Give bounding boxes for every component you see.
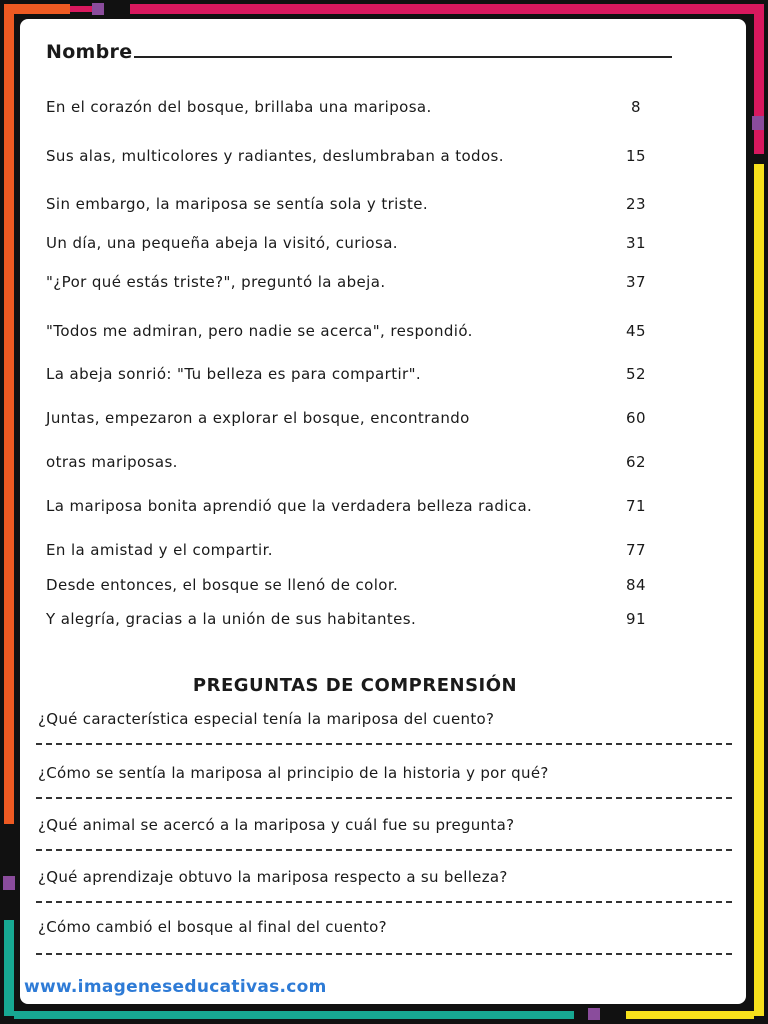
reading-line-text: Sin embargo, la mariposa se sentía sola y triste. xyxy=(46,195,429,213)
border-square-bottom-purple xyxy=(588,1008,600,1020)
name-label: Nombre xyxy=(46,41,133,63)
reading-line-text: Juntas, empezaron a explorar el bosque, encontrando xyxy=(46,409,470,427)
reading-line xyxy=(46,365,656,389)
border-strip-bottom-teal xyxy=(14,1011,574,1019)
reading-line xyxy=(46,234,656,258)
reading-line-text: "Todos me admiran, pero nadie se acerca", respondió. xyxy=(46,322,473,340)
reading-line-text: En el corazón del bosque, brillaba una mariposa. xyxy=(46,98,432,116)
questions-heading: PREGUNTAS DE COMPRENSIÓN xyxy=(192,675,518,696)
word-count: 23 xyxy=(626,195,646,213)
border-strip-bottom-yellow xyxy=(626,1011,754,1019)
reading-line xyxy=(46,541,656,565)
reading-line-text: Sus alas, multicolores y radiantes, deslumbraban a todos. xyxy=(46,147,504,165)
reading-line-text: "¿Por qué estás triste?", preguntó la abeja. xyxy=(46,273,386,291)
reading-line-text: Y alegría, gracias a la unión de sus habitantes. xyxy=(46,610,417,628)
reading-line-text: En la amistad y el compartir. xyxy=(46,541,273,559)
word-count: 77 xyxy=(626,541,646,559)
reading-line xyxy=(46,322,656,346)
answer-line[interactable] xyxy=(36,743,732,745)
border-strip-right-pink xyxy=(754,4,764,154)
word-count: 52 xyxy=(626,365,646,383)
reading-line-text: otras mariposas. xyxy=(46,453,178,471)
question-text: ¿Qué animal se acercó a la mariposa y cuál fue su pregunta? xyxy=(38,816,515,834)
word-count: 71 xyxy=(626,497,646,515)
word-count: 91 xyxy=(626,610,646,628)
website-watermark: www.imageneseducativas.com xyxy=(24,977,327,997)
border-strip-left-teal xyxy=(4,920,14,1016)
border-square-left-purple xyxy=(3,876,15,890)
reading-line xyxy=(46,98,656,122)
question-text: ¿Cómo cambió el bosque al final del cuento? xyxy=(38,918,387,936)
border-square-top-purple xyxy=(92,3,104,15)
reading-line xyxy=(46,576,656,600)
border-strip-right-yellow xyxy=(754,164,764,1016)
word-count: 84 xyxy=(626,576,646,594)
border-strip-top-orange xyxy=(14,4,70,14)
word-count: 45 xyxy=(626,322,646,340)
reading-line xyxy=(46,273,656,297)
answer-line[interactable] xyxy=(36,901,732,903)
name-line[interactable] xyxy=(134,56,672,58)
worksheet-page xyxy=(20,19,746,1004)
reading-line xyxy=(46,453,656,477)
border-square-right-purple xyxy=(752,116,764,130)
word-count: 8 xyxy=(631,98,641,116)
name-field[interactable] xyxy=(46,41,672,63)
reading-line xyxy=(46,409,656,433)
reading-line-text: La mariposa bonita aprendió que la verdadera belleza radica. xyxy=(46,497,533,515)
question-text: ¿Qué característica especial tenía la mariposa del cuento? xyxy=(38,710,495,728)
answer-line[interactable] xyxy=(36,953,732,955)
question-text: ¿Cómo se sentía la mariposa al principio de la historia y por qué? xyxy=(38,764,549,782)
border-strip-left-orange xyxy=(4,4,14,824)
border-strip-top-pink xyxy=(130,4,762,14)
border-strip-top-pink-small xyxy=(70,6,92,12)
answer-line[interactable] xyxy=(36,849,732,851)
word-count: 37 xyxy=(626,273,646,291)
word-count: 15 xyxy=(626,147,646,165)
reading-line xyxy=(46,195,656,219)
reading-line-text: Desde entonces, el bosque se llenó de color. xyxy=(46,576,399,594)
reading-line-text: Un día, una pequeña abeja la visitó, curiosa. xyxy=(46,234,398,252)
word-count: 31 xyxy=(626,234,646,252)
reading-line xyxy=(46,147,656,171)
reading-line xyxy=(46,610,656,634)
reading-line xyxy=(46,497,656,521)
reading-line-text: La abeja sonrió: "Tu belleza es para compartir". xyxy=(46,365,422,383)
question-text: ¿Qué aprendizaje obtuvo la mariposa respecto a su belleza? xyxy=(38,868,508,886)
word-count: 60 xyxy=(626,409,646,427)
word-count: 62 xyxy=(626,453,646,471)
answer-line[interactable] xyxy=(36,797,732,799)
